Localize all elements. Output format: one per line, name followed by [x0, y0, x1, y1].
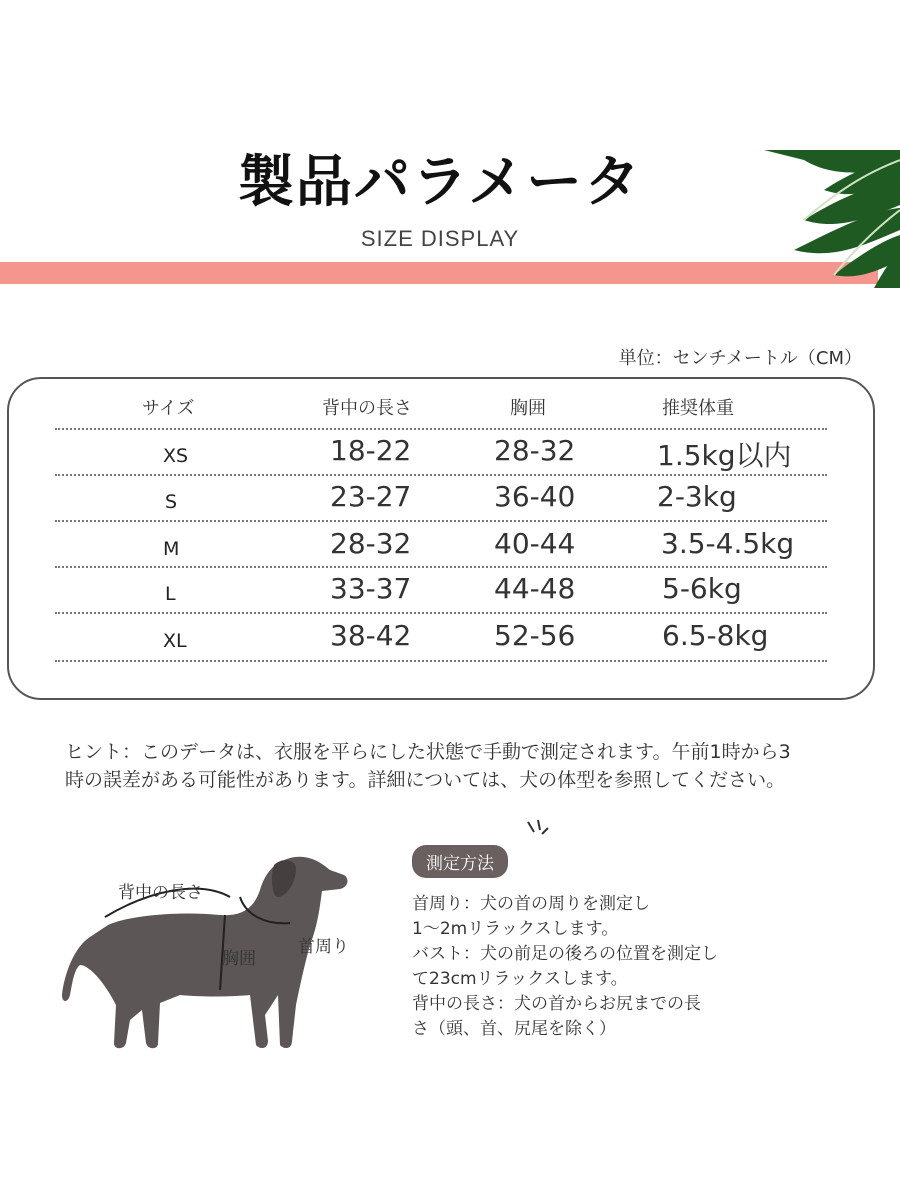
weight-l: 5-6kg — [662, 572, 742, 605]
row-divider — [55, 474, 827, 476]
back-length-m: 28-32 — [330, 527, 412, 560]
chest-s: 36-40 — [494, 480, 576, 513]
size-xl: XL — [163, 630, 187, 652]
weight-xl: 6.5-8kg — [662, 619, 769, 652]
chest-xl: 52-56 — [494, 619, 576, 652]
hint-line: ヒント：このデータは、衣服を平らにした状態で手動で測定されます。午前1時から3 — [65, 741, 791, 763]
unit-note: 単位：センチメートル（CM） — [618, 348, 862, 369]
method-badge: 測定方法 — [412, 845, 508, 878]
method-line: さ（頭、首、尻尾を除く） — [412, 1019, 616, 1039]
back-length-xl: 38-42 — [330, 619, 412, 652]
weight-m: 3.5-4.5kg — [661, 527, 795, 560]
row-divider — [55, 428, 827, 430]
header-size: サイズ — [142, 398, 195, 419]
row-divider — [55, 612, 827, 614]
row-divider — [55, 660, 827, 662]
label-chest: 胸囲 — [222, 949, 256, 969]
label-neck: 首周り — [298, 937, 349, 957]
row-divider — [55, 520, 827, 522]
method-line: 背中の長さ：犬の首からお尻までの長 — [412, 994, 701, 1014]
spark-icon — [520, 818, 552, 850]
page-title: 製品パラメータ — [237, 150, 643, 215]
accent-bar — [0, 262, 878, 284]
size-l: L — [165, 583, 176, 605]
method-line: て23cmリラックスします。 — [412, 969, 628, 989]
method-description — [412, 892, 792, 1042]
weight-s: 2-3kg — [657, 480, 737, 513]
method-line: 首周り：犬の首の周りを測定し — [412, 894, 650, 914]
size-s: S — [165, 491, 178, 513]
method-line: 1～2mリラックスします。 — [412, 919, 619, 939]
chest-l: 44-48 — [494, 572, 576, 605]
label-back-length: 背中の長さ — [118, 883, 203, 903]
back-length-l: 33-37 — [330, 572, 412, 605]
header-back-length: 背中の長さ — [322, 398, 412, 419]
hint-line: 時の誤差がある可能性があります。詳細については、犬の体型を参照してください。 — [65, 769, 786, 791]
weight-xs: 1.5kg以内 — [657, 439, 792, 472]
chest-m: 40-44 — [494, 527, 576, 560]
back-length-s: 23-27 — [330, 480, 412, 513]
header-weight: 推奨体重 — [662, 398, 734, 419]
header-chest: 胸囲 — [510, 398, 546, 419]
chest-xs: 28-32 — [494, 434, 576, 467]
method-line: バスト：犬の前足の後ろの位置を測定し — [412, 944, 718, 964]
size-m: M — [163, 538, 180, 560]
page-subtitle: SIZE DISPLAY — [360, 226, 520, 251]
row-divider — [55, 566, 827, 568]
back-length-xs: 18-22 — [330, 434, 412, 467]
palm-leaf-icon — [764, 150, 900, 288]
size-xs: XS — [163, 445, 189, 467]
measurement-hint — [65, 738, 845, 794]
